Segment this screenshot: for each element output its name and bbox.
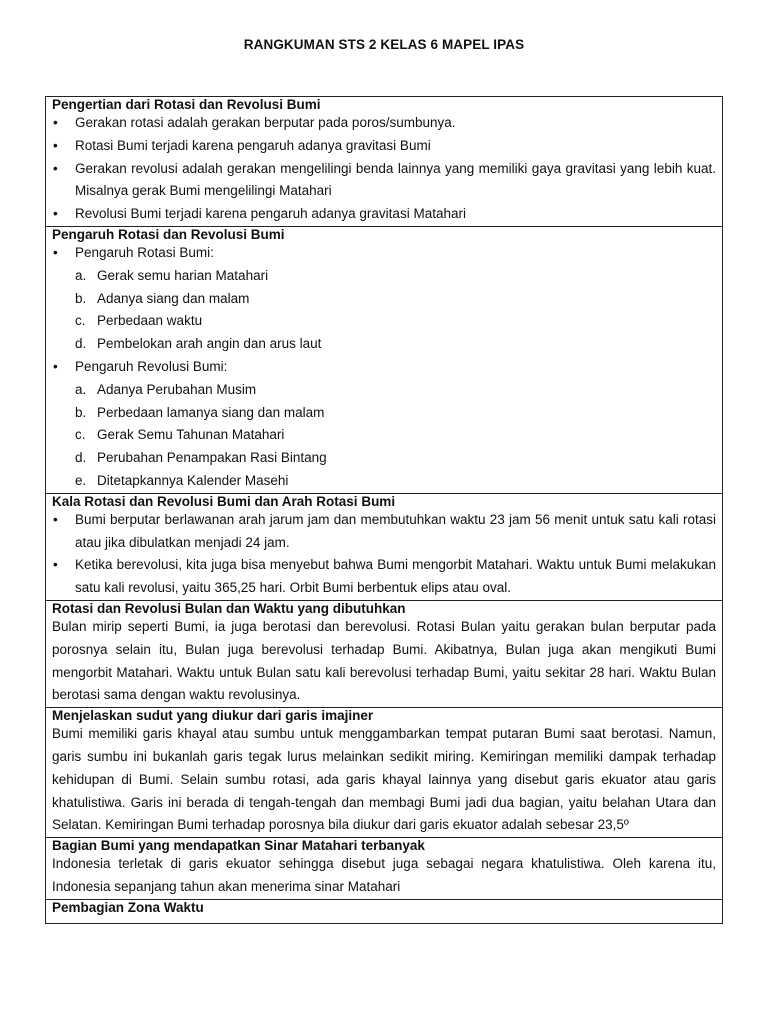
section-heading: Pengertian dari Rotasi dan Revolusi Bumi — [52, 97, 321, 112]
bullet-icon: • — [53, 115, 58, 130]
section-paragraph: Indonesia terletak di garis ekuator sehingga disebut juga sebagai negara khatulistiwa. Oleh karena itu, Indonesia sepanjang tahun akan menerima sinar Matahari — [52, 856, 716, 894]
section-sinar-matahari — [46, 837, 722, 899]
section-bulan — [46, 600, 722, 707]
section-heading: Rotasi dan Revolusi Bulan dan Waktu yang dibutuhkan — [52, 600, 406, 616]
section-paragraph: Bumi memiliki garis khayal atau sumbu untuk menggambarkan tempat putaran Bumi saat berotasi. Namun, garis sumbu ini bukanlah garis tegak lurus melainkan sedikit miring. Kemiringan memiliki dampak terhadap kehidupan di Bumi. Selain sumbu rotasi, ada garis khayal lainnya yang disebut garis ekuator atau garis khatulistiwa. Garis ini berada di tengah-tengah dan membagi Bumi jadi dua bagian, yaitu belahan Utara dan Selatan. Kemiringan Bumi terhadap porosnya bila diukur dari garis ekuator adalah sebesar 23,5º — [52, 726, 716, 833]
list-item: e. Ditetapkannya Kalender Masehi — [75, 472, 289, 488]
section-kala-rotasi — [46, 493, 722, 600]
section-heading: Kala Rotasi dan Revolusi Bumi dan Arah Rotasi Bumi — [52, 493, 396, 509]
bullet-item: • Pengaruh Rotasi Bumi: — [52, 242, 716, 265]
bullet-icon: • — [53, 511, 58, 527]
bullet-icon: • — [53, 160, 58, 176]
bullet-item: • Pengaruh Revolusi Bumi: — [52, 356, 716, 379]
section-pengertian — [46, 97, 722, 226]
section-heading: Pembagian Zona Waktu — [52, 899, 204, 915]
list-item: b. Perbedaan lamanya siang dan malam — [75, 404, 325, 420]
section-heading: Menjelaskan sudut yang diukur dari garis imajiner — [52, 708, 374, 724]
bullet-item: • Gerakan revolusi adalah gerakan mengelilingi benda lainnya yang memiliki gaya gravitasi yang lebih kuat. Misalnya gerak Bumi mengelilingi Matahari — [52, 158, 716, 204]
bullet-item: • Revolusi Bumi terjadi karena pengaruh adanya gravitasi Matahari — [52, 203, 716, 226]
bullet-item: • Rotasi Bumi terjadi karena pengaruh adanya gravitasi Bumi — [52, 135, 716, 158]
list-item: c. Gerak Semu Tahunan Matahari — [75, 427, 285, 443]
section-pengaruh — [46, 226, 722, 493]
section-paragraph: Bulan mirip seperti Bumi, ia juga berotasi dan berevolusi. Rotasi Bulan yaitu gerakan bulan berputar pada porosnya selain itu, Bulan juga berevolusi terhadap Bumi. Akibatnya, Bulan juga akan mengikuti Bumi mengorbit Matahari. Waktu untuk Bulan satu kali berevolusi terhadap Bumi, yaitu sekitar 28 hari. Waktu Bulan berotasi sama dengan waktu revolusinya. — [52, 618, 716, 703]
section-heading: Bagian Bumi yang mendapatkan Sinar Matahari terbanyak — [52, 838, 425, 854]
list-item: b. Adanya siang dan malam — [75, 290, 250, 306]
bullet-icon: • — [53, 557, 58, 573]
section-heading: Pengaruh Rotasi dan Revolusi Bumi — [52, 226, 285, 242]
bullet-item: • Bumi berputar berlawanan arah jarum jam dan membutuhkan waktu 23 jam 56 menit untuk satu kali rotasi atau jika dibulatkan menjadi 24 jam. — [52, 509, 716, 555]
list-item: a. Gerak semu harian Matahari — [75, 267, 269, 283]
page-title: RANGKUMAN STS 2 KELAS 6 MAPEL IPAS — [243, 37, 525, 52]
bullet-item: • Ketika berevolusi, kita juga bisa menyebut bahwa Bumi mengorbit Matahari. Waktu untuk Bumi melakukan satu kali revolusi, yaitu 365,25 hari. Orbit Bumi berbentuk elips atau oval. — [52, 554, 716, 600]
bullet-icon: • — [53, 206, 58, 222]
bullet-icon: • — [53, 244, 58, 260]
section-garis-imajiner — [46, 707, 722, 837]
list-item: c. Perbedaan waktu — [75, 313, 203, 329]
list-item: a. Adanya Perubahan Musim — [75, 381, 257, 397]
bullet-item: • Gerakan rotasi adalah gerakan berputar pada poros/sumbunya. — [52, 112, 716, 135]
summary-table — [45, 96, 723, 924]
section-zona-waktu — [46, 899, 722, 923]
bullet-icon: • — [53, 137, 58, 153]
list-item: d. Perubahan Penampakan Rasi Bintang — [75, 450, 327, 466]
list-item: d. Pembelokan arah angin dan arus laut — [75, 336, 322, 352]
bullet-icon: • — [53, 358, 58, 374]
